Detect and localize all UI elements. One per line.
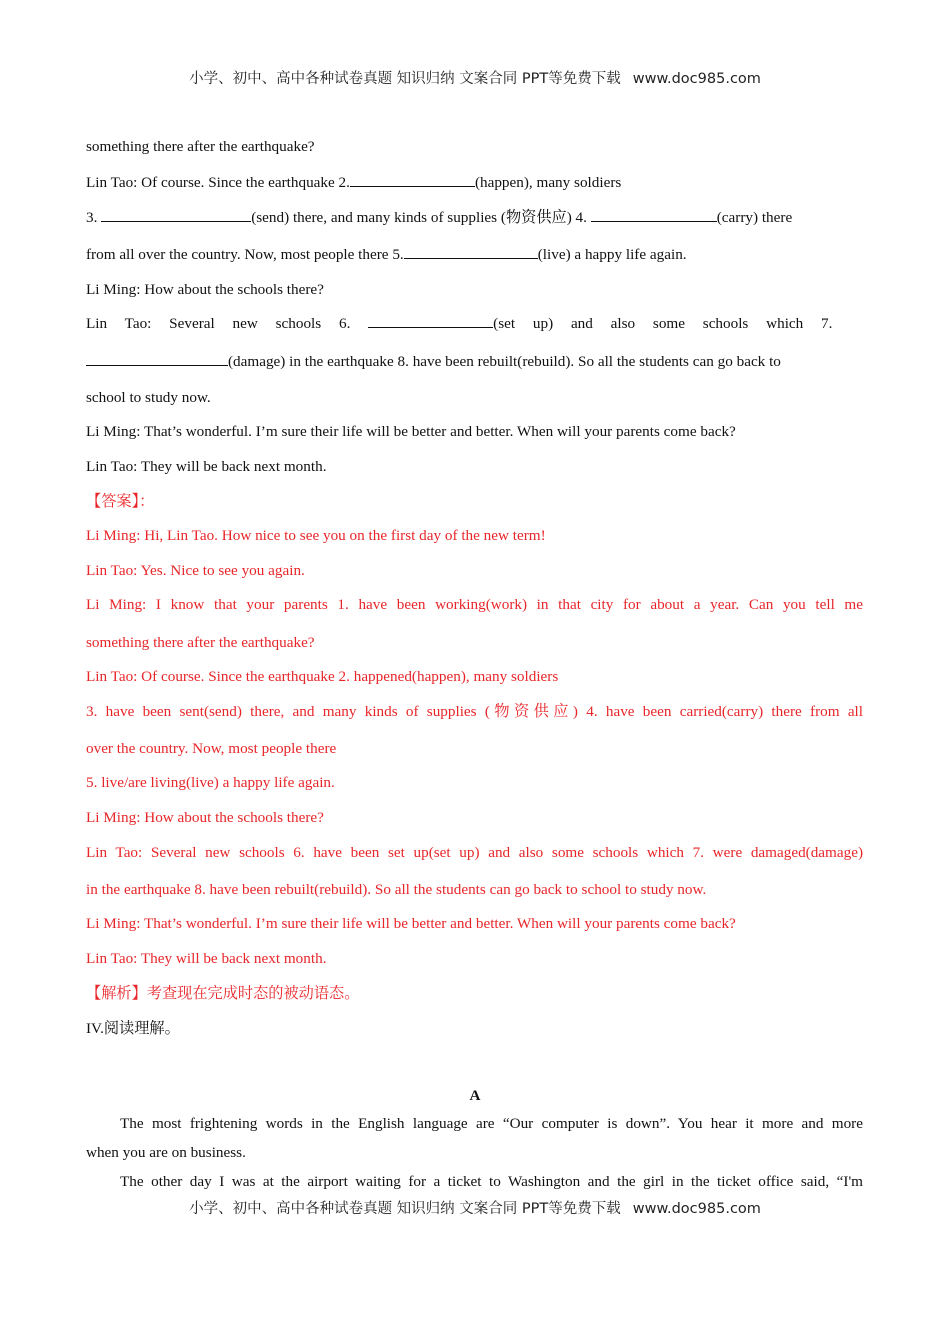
dialogue-text: (set up) and also some schools which 7. xyxy=(493,315,833,332)
answer-blank-3[interactable] xyxy=(101,207,251,222)
dialogue-text: (carry) there xyxy=(716,209,793,226)
dialogue-line-7 xyxy=(86,351,863,372)
analysis-text: 考查现在完成时态的被动语态。 xyxy=(146,985,360,1002)
dialogue-text: (send) there, and many kinds of supplies (物资供应) 4. xyxy=(251,209,591,226)
dialogue-line-8: school to study now. xyxy=(86,389,211,406)
analysis-label: 【解析】 xyxy=(86,985,147,1002)
dialogue-text: Lin Tao: Of course. Since the earthquake 2. xyxy=(86,174,350,191)
answer-line-4: something there after the earthquake? xyxy=(86,634,315,651)
passage-line-2: when you are on business. xyxy=(86,1144,246,1161)
answer-label: 【答案】： xyxy=(86,493,155,510)
header-url[interactable]: www.doc985.com xyxy=(632,71,761,87)
answer-line-3: Li Ming: I know that your parents 1. have been working(work) in that city for about a year. Can you tell me xyxy=(86,596,863,613)
answer-line-7: over the country. Now, most people there xyxy=(86,740,337,757)
answer-line-11: in the earthquake 8. have been rebuilt(rebuild). So all the students can go back to school to study now. xyxy=(86,881,707,898)
dialogue-text: Lin Tao: Several new schools 6. xyxy=(86,315,369,332)
dialogue-line-9: Li Ming: That’s wonderful. I’m sure their life will be better and better. When will your parents come back? xyxy=(86,423,736,440)
answer-blank-4[interactable] xyxy=(591,207,717,222)
answer-line-1: Li Ming: Hi, Lin Tao. How nice to see you on the first day of the new term! xyxy=(86,527,546,544)
footer-text: 小学、初中、高中各种试卷真题 知识归纳 文案合同 PPT等免费下载 xyxy=(189,1201,621,1217)
section-heading: IV.阅读理解。 xyxy=(86,1020,180,1037)
passage-line-1: The most frightening words in the English language are “Our computer is down”. You hear it more and more xyxy=(120,1115,863,1132)
dialogue-line-2 xyxy=(86,172,863,193)
dialogue-line-10: Lin Tao: They will be back next month. xyxy=(86,458,327,475)
answer-line-2: Lin Tao: Yes. Nice to see you again. xyxy=(86,562,305,579)
header-text: 小学、初中、高中各种试卷真题 知识归纳 文案合同 PPT等免费下载 xyxy=(189,71,621,87)
dialogue-text: (happen), many soldiers xyxy=(474,174,622,191)
answer-blank-6[interactable] xyxy=(368,313,493,328)
dialogue-text: (damage) in the earthquake 8. have been rebuilt(rebuild). So all the students can go back to xyxy=(228,353,781,370)
page-header xyxy=(0,67,950,88)
passage-line-3: The other day I was at the airport waiting for a ticket to Washington and the girl in the ticket office said, “I'm xyxy=(120,1173,863,1190)
answer-line-13: Lin Tao: They will be back next month. xyxy=(86,950,327,967)
dialogue-text: from all over the country. Now, most people there 5. xyxy=(86,246,404,263)
dialogue-line-1: something there after the earthquake? xyxy=(86,138,315,155)
dialogue-line-5: Li Ming: How about the schools there? xyxy=(86,281,324,298)
dialogue-text: 3. xyxy=(86,209,102,226)
passage-title: A xyxy=(469,1087,481,1104)
answer-blank-2[interactable] xyxy=(350,172,475,187)
dialogue-text: (live) a happy life again. xyxy=(537,246,687,263)
answer-line-10: Lin Tao: Several new schools 6. have been set up(set up) and also some schools which 7. were damaged(damage) xyxy=(86,844,863,861)
answer-line-5: Lin Tao: Of course. Since the earthquake 2. happened(happen), many soldiers xyxy=(86,668,559,685)
analysis xyxy=(86,984,863,1004)
dialogue-line-6 xyxy=(86,313,863,334)
dialogue-line-3 xyxy=(86,207,863,228)
page-footer xyxy=(0,1197,950,1218)
dialogue-line-4 xyxy=(86,244,863,265)
answer-line-8: 5. live/are living(live) a happy life again. xyxy=(86,774,335,791)
answer-line-9: Li Ming: How about the schools there? xyxy=(86,809,324,826)
answer-line-12: Li Ming: That’s wonderful. I’m sure their life will be better and better. When will your parents come back? xyxy=(86,915,736,932)
answer-blank-5[interactable] xyxy=(404,244,538,259)
answer-blank-7[interactable] xyxy=(86,351,228,366)
answer-line-6: 3. have been sent(send) there, and many kinds of supplies (物资供应) 4. have been carried(carry) there from all xyxy=(86,703,863,720)
footer-url[interactable]: www.doc985.com xyxy=(632,1201,761,1217)
